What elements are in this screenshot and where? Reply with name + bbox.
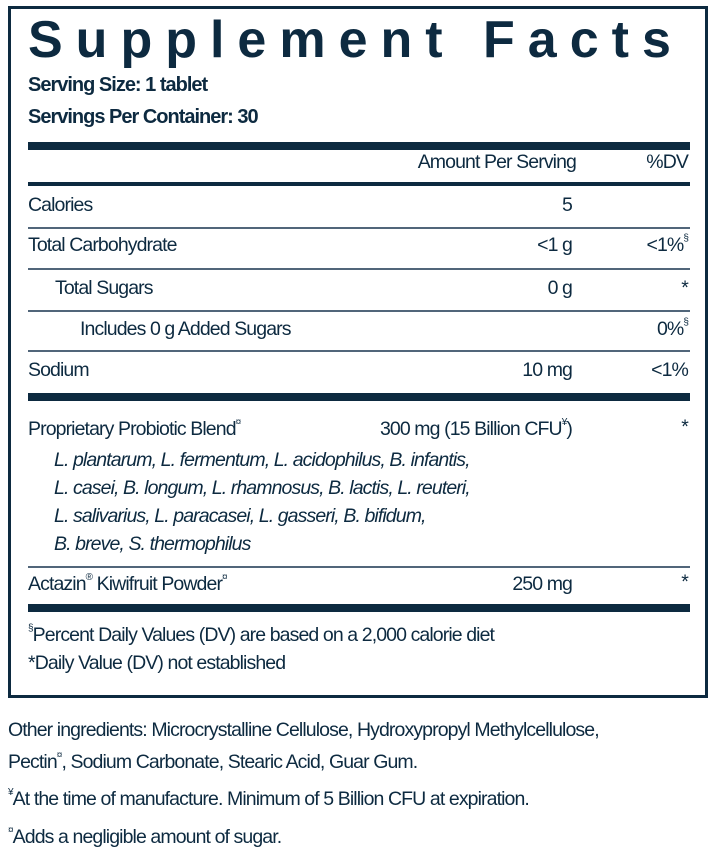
blend-amount (379, 417, 572, 440)
actazin-dv: * (681, 571, 688, 593)
actazin-name (28, 572, 227, 595)
ingredient-text: , Sodium Carbonate, Stearic Acid, Guar Gum. (61, 751, 418, 773)
note-text: At the time of manufacture. Minimum of 5 Billion CFU at expiration. (12, 788, 529, 810)
footnote-mark: * (28, 652, 35, 674)
name-text: Kiwifruit Powder (92, 573, 223, 595)
strain-line: L. salivarius, L. paracasei, L. gasseri, B. bifidum, (54, 505, 426, 527)
header-dv: %DV (646, 151, 688, 173)
divider-thin (28, 268, 690, 270)
row-dv: * (681, 277, 688, 299)
note (8, 825, 282, 848)
amount-text: 300 mg (15 Billion CFU (379, 418, 562, 440)
row-name: Calories (28, 194, 93, 216)
row-amount: 0 g (547, 277, 572, 299)
footnote (28, 654, 285, 674)
ingredient-text: Pectin (8, 751, 57, 773)
serving-size: Serving Size: 1 tablet (28, 74, 208, 96)
footnote-text: Daily Value (DV) not established (34, 652, 286, 674)
dv-value: <1% (646, 234, 684, 256)
divider-thick (28, 393, 690, 401)
header-amount: Amount Per Serving (417, 151, 576, 173)
blend-label: Proprietary Probiotic Blend (28, 418, 236, 440)
divider-thin (28, 566, 690, 568)
divider-thin (28, 350, 690, 352)
row-name: Total Sugars (55, 277, 153, 299)
strain-line: L. casei, B. longum, L. rhamnosus, B. lactis, L. reuteri, (54, 477, 470, 499)
dv-value: 0% (656, 318, 684, 340)
row-name: Includes 0 g Added Sugars (80, 318, 291, 340)
note-text: Adds a negligible amount of sugar. (12, 826, 282, 848)
footnote (28, 623, 495, 646)
blend-name (28, 417, 241, 440)
row-dv (646, 233, 688, 256)
panel-title: Supplement Facts (28, 11, 684, 69)
divider-thin (28, 310, 690, 312)
footnote-text: Percent Daily Values (DV) are based on a 2,000 calorie diet (32, 624, 495, 646)
strain-line: B. breve, S. thermophilus (54, 533, 251, 555)
divider-thin (28, 227, 690, 229)
name-text: Actazin (28, 573, 86, 595)
row-dv (656, 317, 688, 340)
footnote-mark: ¤ (222, 572, 227, 583)
amount-text: ) (566, 418, 572, 440)
actazin-amount: 250 mg (512, 573, 572, 595)
blend-dv: * (681, 416, 688, 438)
footnote-mark: § (683, 317, 688, 328)
row-amount: 10 mg (522, 359, 572, 381)
footnote-mark: ¥ (561, 417, 567, 428)
footnote-mark: ¤ (56, 750, 62, 761)
row-name: Sodium (28, 359, 89, 381)
divider-thick (28, 604, 690, 612)
strain-line: L. plantarum, L. fermentum, L. acidophilus, B. infantis, (54, 449, 470, 471)
other-ingredients-cont (8, 750, 418, 773)
footnote-mark: § (28, 623, 33, 634)
divider-thick (28, 142, 690, 150)
footnote-mark: § (683, 233, 688, 244)
footnote-mark: ¥ (8, 787, 13, 798)
servings-per-container: Servings Per Container: 30 (28, 106, 258, 128)
other-ingredients: Other ingredients: Microcrystalline Cellulose, Hydroxypropyl Methylcellulose, (8, 719, 599, 741)
divider-medium (28, 182, 690, 186)
row-dv: <1% (651, 359, 688, 381)
row-amount: <1 g (537, 234, 572, 256)
row-name: Total Carbohydrate (28, 234, 177, 256)
row-amount: 5 (562, 194, 572, 216)
footnote-mark: ¤ (8, 825, 13, 836)
note (8, 787, 529, 810)
footnote-mark: ¤ (235, 417, 241, 428)
registered-mark: ® (85, 572, 93, 583)
